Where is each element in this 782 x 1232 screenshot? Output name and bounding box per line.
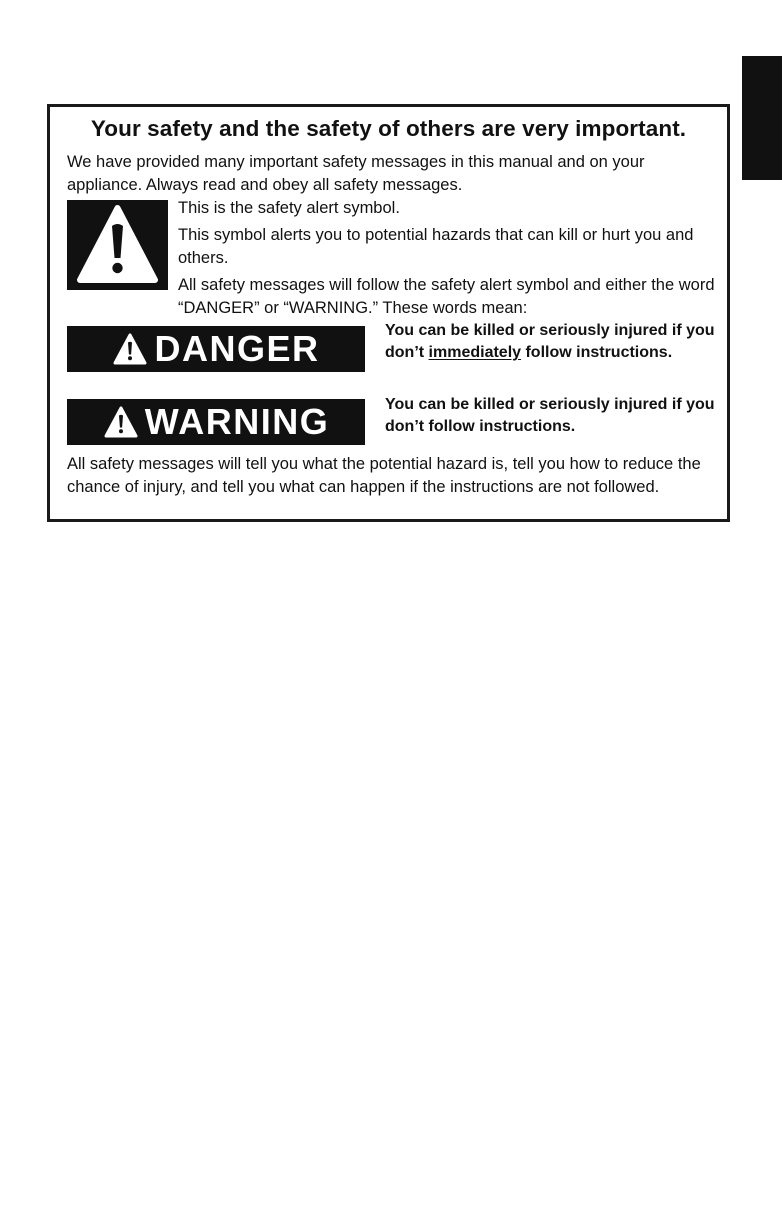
safety-closing-text: All safety messages will tell you what the potential hazard is, tell you how to reduce the chance of injury, and tell you what can happen if the instructions are not followed. <box>67 455 701 496</box>
section-edge-tab <box>742 56 782 180</box>
symbol-line-1: This is the safety alert symbol. <box>178 199 400 217</box>
safety-headline: Your safety and the safety of others are very important. <box>90 116 687 141</box>
danger-signal-word <box>67 326 365 372</box>
danger-alert-icon <box>112 332 148 366</box>
symbol-line-3: All safety messages will follow the safety alert symbol and either the word “DANGER” or “WARNING.” These words mean: <box>178 276 715 317</box>
safety-alert-triangle-icon <box>67 200 168 290</box>
danger-desc-end: follow instructions. <box>521 344 673 361</box>
warning-signal-word <box>67 399 365 445</box>
safety-intro-text: We have provided many important safety messages in this manual and on your appliance. Always read and obey all safety messages. <box>67 153 645 194</box>
warning-description: You can be killed or seriously injured if you don’t follow instructions. <box>385 396 715 435</box>
warning-alert-icon <box>103 405 139 439</box>
symbol-line-2: This symbol alerts you to potential hazards that can kill or hurt you and others. <box>178 226 694 267</box>
danger-desc-emphasis: immediately <box>428 344 522 361</box>
danger-label: DANGER <box>154 328 320 369</box>
danger-description <box>385 320 720 364</box>
safety-symbol-explanation <box>178 197 718 324</box>
safety-notice-box <box>47 104 730 522</box>
warning-label: WARNING <box>144 401 330 442</box>
danger-desc-start: You can be killed or seriously injured if you don’t <box>385 322 715 361</box>
